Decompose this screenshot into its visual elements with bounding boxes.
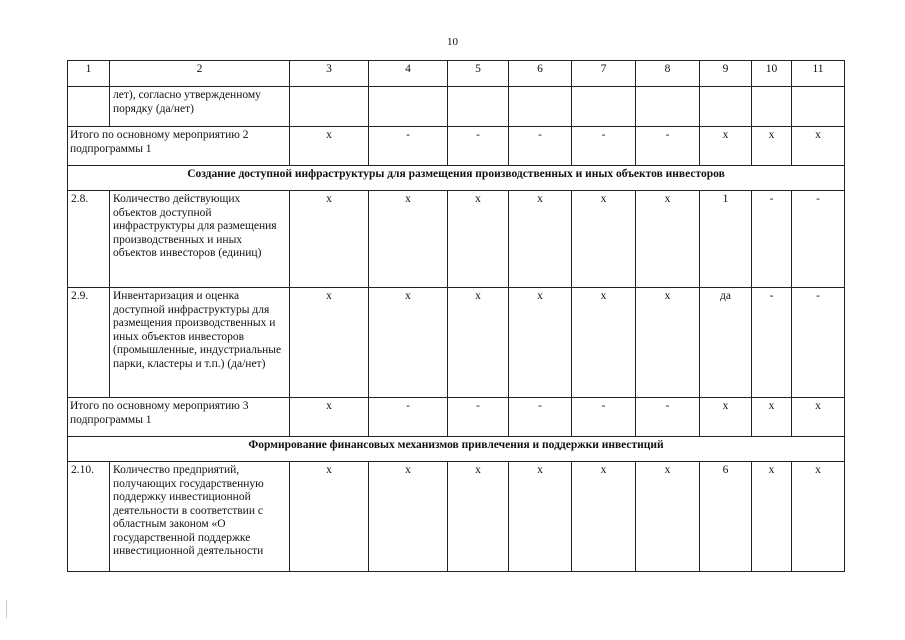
header-cell: 8 — [636, 61, 700, 87]
row-description: Инвентаризация и оценка доступной инфраструктуры для размещения производственных и иных объектов инвесторов (промышленные, индустриальные парки, кластеры и т.п.) (да/нет) — [110, 288, 290, 398]
section-heading-row — [68, 437, 845, 462]
header-cell: 9 — [700, 61, 752, 87]
value-cell: х — [448, 288, 509, 398]
value-cell — [572, 87, 636, 127]
header-cell: 4 — [369, 61, 448, 87]
value-cell: - — [448, 127, 509, 166]
value-cell: х — [290, 462, 369, 572]
value-cell: - — [369, 398, 448, 437]
value-cell — [636, 87, 700, 127]
row-number-cell: 2.9. — [68, 288, 110, 398]
value-cell — [290, 87, 369, 127]
table-row-continuation — [68, 87, 845, 127]
table-row-2-10 — [68, 462, 845, 572]
value-cell: 6 — [700, 462, 752, 572]
header-cell: 7 — [572, 61, 636, 87]
value-cell: х — [572, 462, 636, 572]
value-cell: - — [636, 127, 700, 166]
value-cell: - — [572, 398, 636, 437]
value-cell: х — [792, 462, 845, 572]
page-number: 10 — [447, 36, 458, 48]
total-label: Итого по основному мероприятию 2 подпрограммы 1 — [68, 127, 290, 166]
table-row-total-2 — [68, 127, 845, 166]
value-cell: х — [792, 398, 845, 437]
value-cell: х — [509, 288, 572, 398]
value-cell: х — [792, 127, 845, 166]
value-cell: х — [448, 191, 509, 288]
value-cell: - — [509, 127, 572, 166]
value-cell: х — [636, 191, 700, 288]
value-cell: да — [700, 288, 752, 398]
section-heading: Создание доступной инфраструктуры для размещения производственных и иных объектов инвесторов — [68, 166, 845, 191]
value-cell — [369, 87, 448, 127]
table-row-2-9 — [68, 288, 845, 398]
indicators-table — [67, 60, 845, 572]
scan-edge-mark — [6, 600, 7, 618]
header-cell: 6 — [509, 61, 572, 87]
value-cell: х — [700, 127, 752, 166]
value-cell: х — [752, 462, 792, 572]
value-cell: х — [290, 191, 369, 288]
value-cell: х — [752, 398, 792, 437]
header-cell: 2 — [110, 61, 290, 87]
value-cell: - — [509, 398, 572, 437]
value-cell — [509, 87, 572, 127]
value-cell — [752, 87, 792, 127]
table-header-row — [68, 61, 845, 87]
section-heading: Формирование финансовых механизмов привлечения и поддержки инвестиций — [68, 437, 845, 462]
value-cell: х — [636, 288, 700, 398]
value-cell: х — [572, 191, 636, 288]
header-cell: 11 — [792, 61, 845, 87]
header-cell: 3 — [290, 61, 369, 87]
value-cell — [792, 87, 845, 127]
value-cell: х — [448, 462, 509, 572]
value-cell — [448, 87, 509, 127]
value-cell: х — [636, 462, 700, 572]
header-cell: 10 — [752, 61, 792, 87]
row-description: лет), согласно утвержденному порядку (да/нет) — [110, 87, 290, 127]
value-cell: х — [290, 398, 369, 437]
row-description: Количество действующих объектов доступной инфраструктуры для размещения производственных и иных объектов инвесторов (единиц) — [110, 191, 290, 288]
value-cell: х — [290, 288, 369, 398]
value-cell: х — [752, 127, 792, 166]
header-cell: 5 — [448, 61, 509, 87]
row-number-cell: 2.8. — [68, 191, 110, 288]
value-cell: х — [369, 191, 448, 288]
value-cell: х — [369, 288, 448, 398]
row-number-cell: 2.10. — [68, 462, 110, 572]
value-cell: х — [700, 398, 752, 437]
section-heading-row — [68, 166, 845, 191]
value-cell: - — [448, 398, 509, 437]
value-cell: - — [752, 288, 792, 398]
row-number-cell — [68, 87, 110, 127]
header-cell: 1 — [68, 61, 110, 87]
table-row-2-8 — [68, 191, 845, 288]
value-cell: - — [572, 127, 636, 166]
value-cell: - — [636, 398, 700, 437]
value-cell: - — [369, 127, 448, 166]
value-cell: 1 — [700, 191, 752, 288]
value-cell: х — [509, 191, 572, 288]
table-row-total-3 — [68, 398, 845, 437]
value-cell: х — [369, 462, 448, 572]
total-label: Итого по основному мероприятию 3 подпрограммы 1 — [68, 398, 290, 437]
value-cell: - — [792, 191, 845, 288]
value-cell: х — [572, 288, 636, 398]
row-description: Количество предприятий, получающих государственную поддержку инвестиционной деятельности в соответствии с областным законом «О государственной поддержке инвестиционной деятельности — [110, 462, 290, 572]
value-cell: х — [290, 127, 369, 166]
value-cell: - — [752, 191, 792, 288]
value-cell: - — [792, 288, 845, 398]
value-cell: х — [509, 462, 572, 572]
value-cell — [700, 87, 752, 127]
